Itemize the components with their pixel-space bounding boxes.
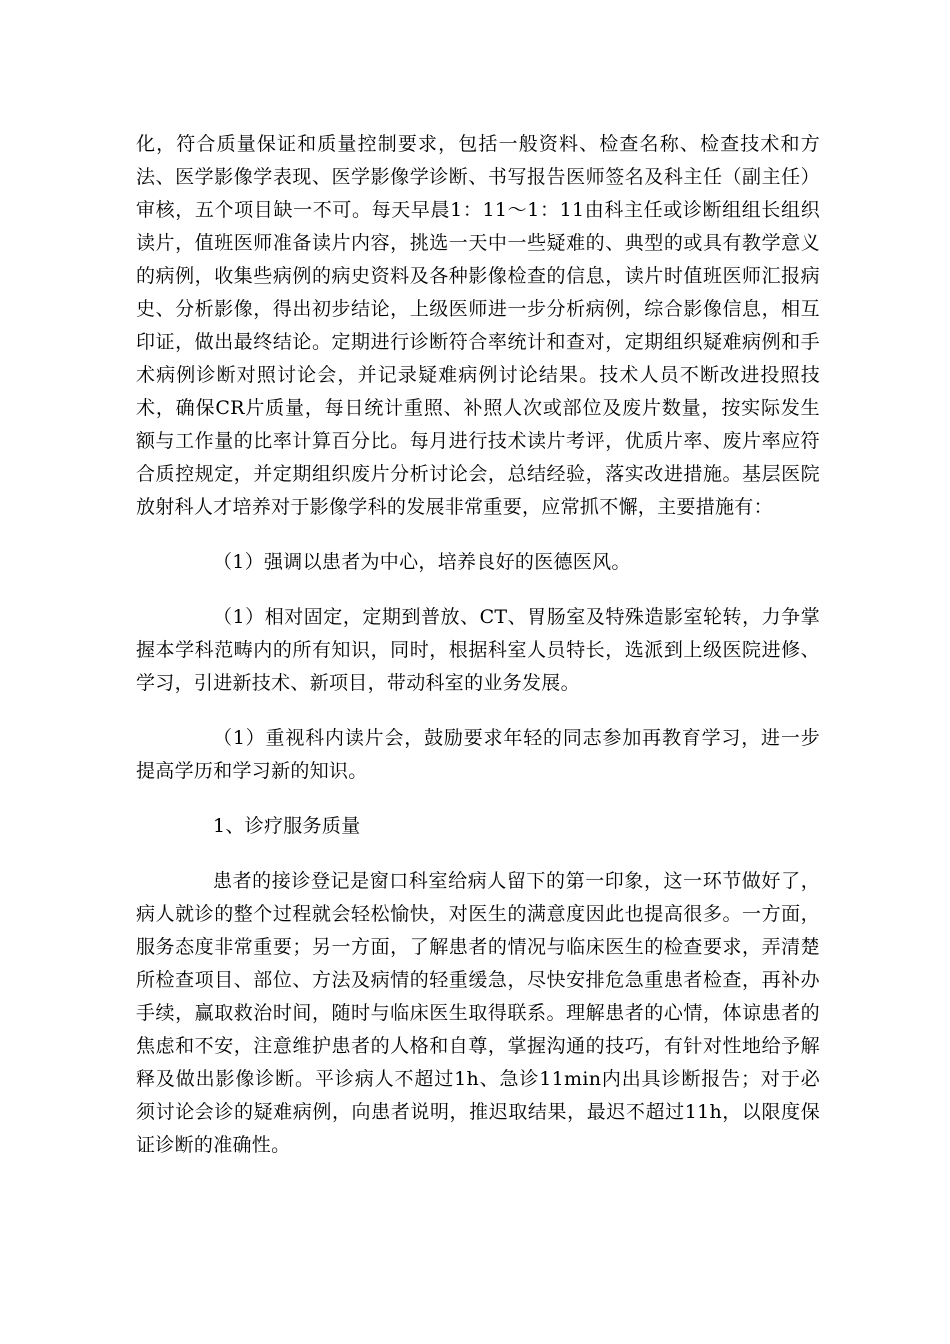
section-heading: 1、诊疗服务质量 xyxy=(213,815,361,837)
paragraph-measure-2: （1）相对固定，定期到普放、CT、胃肠室及特殊造影室轮转，力争掌握本学科范畴内的所有知识，同时，根据科室人员特长，选派到上级医院进修、学习，引进新技术、新项目，带动科室的业务发展。 xyxy=(136,606,820,694)
paragraph-measure-1: （1）强调以患者为中心，培养良好的医德医风。 xyxy=(213,551,631,573)
document-body xyxy=(136,128,820,1162)
paragraph-measure-3: （1）重视科内读片会，鼓励要求年轻的同志参加再教育学习，进一步提高学历和学习新的知识。 xyxy=(136,727,820,782)
paragraph-service-quality: 患者的接诊登记是窗口科室给病人留下的第一印象，这一环节做好了，病人就诊的整个过程就会轻松愉快，对医生的满意度因此也提高很多。一方面，服务态度非常重要；另一方面，了解患者的情况与临床医生的检查要求，弄清楚所检查项目、部位、方法及病情的轻重缓急，尽快安排危急重患者检查，再补办手续，赢取救治时间，随时与临床医生取得联系。理解患者的心情，体谅患者的焦虑和不安，注意维护患者的人格和自尊，掌握沟通的技巧，有针对性地给予解释及做出影像诊断。平诊病人不超过1h、急诊11min内出具诊断报告；对于必须讨论会诊的疑难病例，向患者说明，推迟取结果，最迟不超过11h，以限度保证诊断的准确性。 xyxy=(136,870,820,1156)
paragraph-quality-control: 化，符合质量保证和质量控制要求，包括一般资料、检查名称、检查技术和方法、医学影像学表现、医学影像学诊断、书写报告医师签名及科主任（副主任）审核，五个项目缺一不可。每天早晨1：11～1：11由科主任或诊断组组长组织读片，值班医师准备读片内容，挑选一天中一些疑难的、典型的或具有教学意义的病例，收集些病例的病史资料及各种影像检查的信息，读片时值班医师汇报病史、分析影像，得出初步结论，上级医师进一步分析病例，综合影像信息，相互印证，做出最终结论。定期进行诊断符合率统计和查对，定期组织疑难病例和手术病例诊断对照讨论会，并记录疑难病例讨论结果。技术人员不断改进投照技术，确保CR片质量，每日统计重照、补照人次或部位及废片数量，按实际发生额与工作量的比率计算百分比。每月进行技术读片考评，优质片率、废片率应符合质控规定，并定期组织废片分析讨论会，总结经验，落实改进措施。基层医院放射科人才培养对于影像学科的发展非常重要，应常抓不懈，主要措施有： xyxy=(136,133,820,518)
